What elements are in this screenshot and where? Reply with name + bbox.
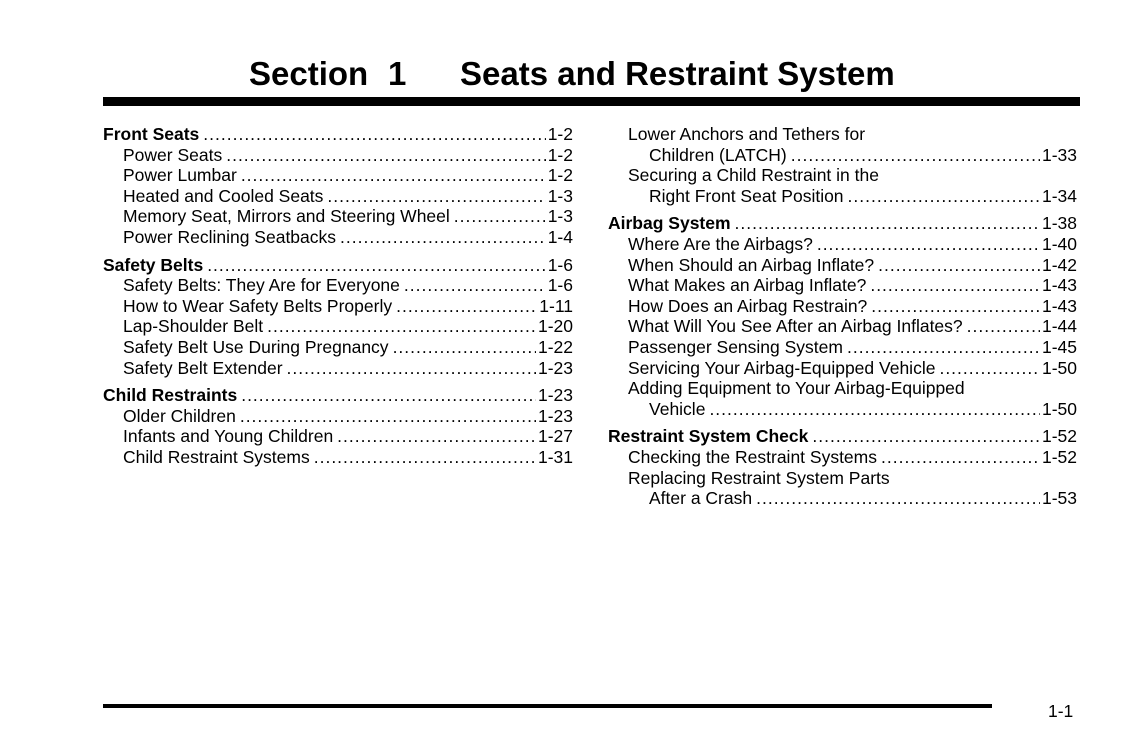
toc-entry	[608, 468, 1077, 489]
toc-page-number: 1-6	[547, 254, 573, 275]
dot-leader	[240, 406, 536, 427]
dot-leader	[791, 145, 1040, 166]
toc-entry	[103, 316, 573, 337]
toc-page-number: 1-2	[547, 165, 573, 186]
toc-group	[608, 213, 1077, 419]
dot-leader	[817, 234, 1040, 255]
toc-entry-title: Securing a Child Restraint in the	[628, 165, 879, 186]
dot-leader	[404, 275, 546, 296]
toc-entry-title: Right Front Seat Position	[649, 185, 844, 206]
toc-entry	[103, 447, 573, 468]
toc-group	[103, 385, 573, 467]
toc-page-number: 1-40	[1041, 233, 1077, 254]
toc-entry-title: Adding Equipment to Your Airbag-Equipped	[628, 378, 965, 399]
section-title: Seats and Restraint System	[460, 55, 895, 92]
toc-page-number: 1-43	[1041, 275, 1077, 296]
toc-page-number: 1-50	[1041, 357, 1077, 378]
dot-leader	[939, 358, 1040, 379]
toc-entry-title: Infants and Young Children	[123, 426, 334, 447]
toc-page-number: 1-3	[547, 185, 573, 206]
toc-page-number: 1-43	[1041, 295, 1077, 316]
section-header	[0, 52, 1123, 100]
toc-page-number: 1-11	[539, 295, 573, 316]
toc-entry	[608, 255, 1077, 276]
toc-entry	[608, 316, 1077, 337]
toc-entry-title: Checking the Restraint Systems	[628, 446, 877, 467]
toc-entry-title: Servicing Your Airbag-Equipped Vehicle	[628, 357, 936, 378]
header-rule	[103, 97, 1080, 106]
toc-entry	[103, 358, 573, 379]
toc-page-number: 1-45	[1041, 336, 1077, 357]
dot-leader	[314, 447, 536, 468]
toc-entry-title: Restraint System Check	[608, 426, 809, 447]
toc-entry	[608, 296, 1077, 317]
toc-page-number: 1-2	[547, 124, 573, 144]
dot-leader	[735, 213, 1040, 234]
footer-rule	[103, 704, 992, 708]
toc-page-number: 1-23	[537, 405, 573, 426]
toc-entry-title: Airbag System	[608, 213, 731, 234]
toc-page-number: 1-34	[1041, 185, 1077, 206]
toc-entry	[608, 165, 1077, 186]
toc-entry	[103, 206, 573, 227]
toc-entry-title: Power Seats	[123, 144, 223, 165]
toc-entry	[608, 124, 1077, 145]
dot-leader	[847, 337, 1040, 358]
dot-leader	[871, 296, 1040, 317]
toc-entry-title: Child Restraints	[103, 385, 238, 406]
toc-entry	[608, 378, 1077, 399]
toc-entry	[103, 186, 573, 207]
toc-entry	[103, 227, 573, 248]
toc-entry-title: Vehicle	[649, 398, 706, 419]
toc-entry-title: Power Lumbar	[123, 165, 237, 186]
toc-entry	[103, 296, 573, 317]
toc-heading	[103, 124, 573, 145]
toc-entry-title: Older Children	[123, 405, 236, 426]
toc-entry	[608, 186, 1077, 207]
toc-page-number: 1-22	[537, 336, 573, 357]
dot-leader	[287, 358, 536, 379]
toc-entry	[103, 275, 573, 296]
toc-entry-title: Lap-Shoulder Belt	[123, 316, 264, 337]
toc-entry-title: Children (LATCH)	[649, 144, 787, 165]
toc-entry	[103, 337, 573, 358]
dot-leader	[848, 186, 1040, 207]
toc-page-number: 1-31	[537, 446, 573, 467]
toc-entry-title: Safety Belt Extender	[123, 357, 283, 378]
toc-page-number: 1-52	[1041, 426, 1077, 447]
dot-leader	[870, 275, 1040, 296]
toc-column-right	[608, 124, 1077, 516]
toc-entry-title: Safety Belt Use During Pregnancy	[123, 336, 389, 357]
toc-entry-title: How to Wear Safety Belts Properly	[123, 295, 393, 316]
dot-leader	[812, 426, 1040, 447]
toc-entry	[608, 275, 1077, 296]
dot-leader	[393, 337, 536, 358]
toc-entry-title: Child Restraint Systems	[123, 446, 310, 467]
toc-entry	[608, 358, 1077, 379]
toc-group	[608, 426, 1077, 508]
section-number: 1	[388, 55, 407, 92]
toc-page-number: 1-23	[537, 357, 573, 378]
toc-entry	[103, 145, 573, 166]
toc-page-number: 1-53	[1041, 488, 1077, 509]
toc-entry	[608, 488, 1077, 509]
toc-entry	[608, 447, 1077, 468]
toc-group	[103, 124, 573, 248]
dot-leader	[881, 447, 1040, 468]
toc-entry-title: Where Are the Airbags?	[628, 233, 813, 254]
toc-page-number: 1-33	[1041, 144, 1077, 165]
dot-leader	[756, 488, 1040, 509]
toc-page-number: 1-44	[1041, 316, 1077, 337]
dot-leader	[396, 296, 537, 317]
toc-entry-title: Front Seats	[103, 124, 200, 144]
dot-leader	[337, 426, 536, 447]
dot-leader	[327, 186, 545, 207]
toc-entry-title: What Will You See After an Airbag Inflates?	[628, 316, 963, 337]
toc-entry	[608, 234, 1077, 255]
toc-entry-title: After a Crash	[649, 488, 753, 509]
toc-entry-title: Lower Anchors and Tethers for	[628, 124, 866, 144]
dot-leader	[226, 145, 545, 166]
toc-page-number: 1-3	[547, 206, 573, 227]
toc-entry-title: Passenger Sensing System	[628, 336, 843, 357]
toc-page-number: 1-50	[1041, 398, 1077, 419]
toc-group	[608, 124, 1077, 206]
dot-leader	[267, 316, 536, 337]
toc-page-number: 1-6	[547, 275, 573, 296]
toc-entry-title: Replacing Restraint System Parts	[628, 467, 890, 488]
dot-leader	[241, 165, 546, 186]
toc-heading	[608, 426, 1077, 447]
toc-entry-title: Power Reclining Seatbacks	[123, 226, 337, 247]
page-number: 1-1	[1048, 701, 1074, 721]
dot-leader	[709, 399, 1040, 420]
toc-column-left	[103, 124, 573, 475]
toc-entry-title: Heated and Cooled Seats	[123, 185, 324, 206]
toc-page-number: 1-4	[547, 226, 573, 247]
toc-heading	[608, 213, 1077, 234]
dot-leader	[878, 255, 1040, 276]
toc-entry-title: Safety Belts	[103, 254, 204, 275]
toc-entry	[608, 145, 1077, 166]
dot-leader	[241, 385, 536, 406]
toc-entry	[608, 337, 1077, 358]
toc-entry-title: Safety Belts: They Are for Everyone	[123, 275, 400, 296]
toc-entry-title: How Does an Airbag Restrain?	[628, 295, 868, 316]
toc-entry	[608, 399, 1077, 420]
dot-leader	[340, 227, 546, 248]
toc-entry	[103, 406, 573, 427]
toc-group	[103, 255, 573, 379]
toc-entry	[103, 165, 573, 186]
toc-entry-title: What Makes an Airbag Inflate?	[628, 275, 867, 296]
dot-leader	[454, 206, 546, 227]
toc-heading	[103, 385, 573, 406]
dot-leader	[203, 124, 545, 145]
toc-page-number: 1-2	[547, 144, 573, 165]
toc-heading	[103, 255, 573, 276]
dot-leader	[967, 316, 1040, 337]
toc-page-number: 1-20	[537, 316, 573, 337]
toc-page-number: 1-23	[537, 385, 573, 406]
toc-entry	[103, 426, 573, 447]
dot-leader	[207, 255, 546, 276]
section-label: Section	[249, 55, 369, 92]
toc-page-number: 1-42	[1041, 254, 1077, 275]
toc-entry-title: Memory Seat, Mirrors and Steering Wheel	[123, 206, 450, 227]
toc-page-number: 1-38	[1041, 213, 1077, 234]
toc-page-number: 1-27	[537, 426, 573, 447]
toc-page-number: 1-52	[1041, 446, 1077, 467]
toc-entry-title: When Should an Airbag Inflate?	[628, 254, 875, 275]
